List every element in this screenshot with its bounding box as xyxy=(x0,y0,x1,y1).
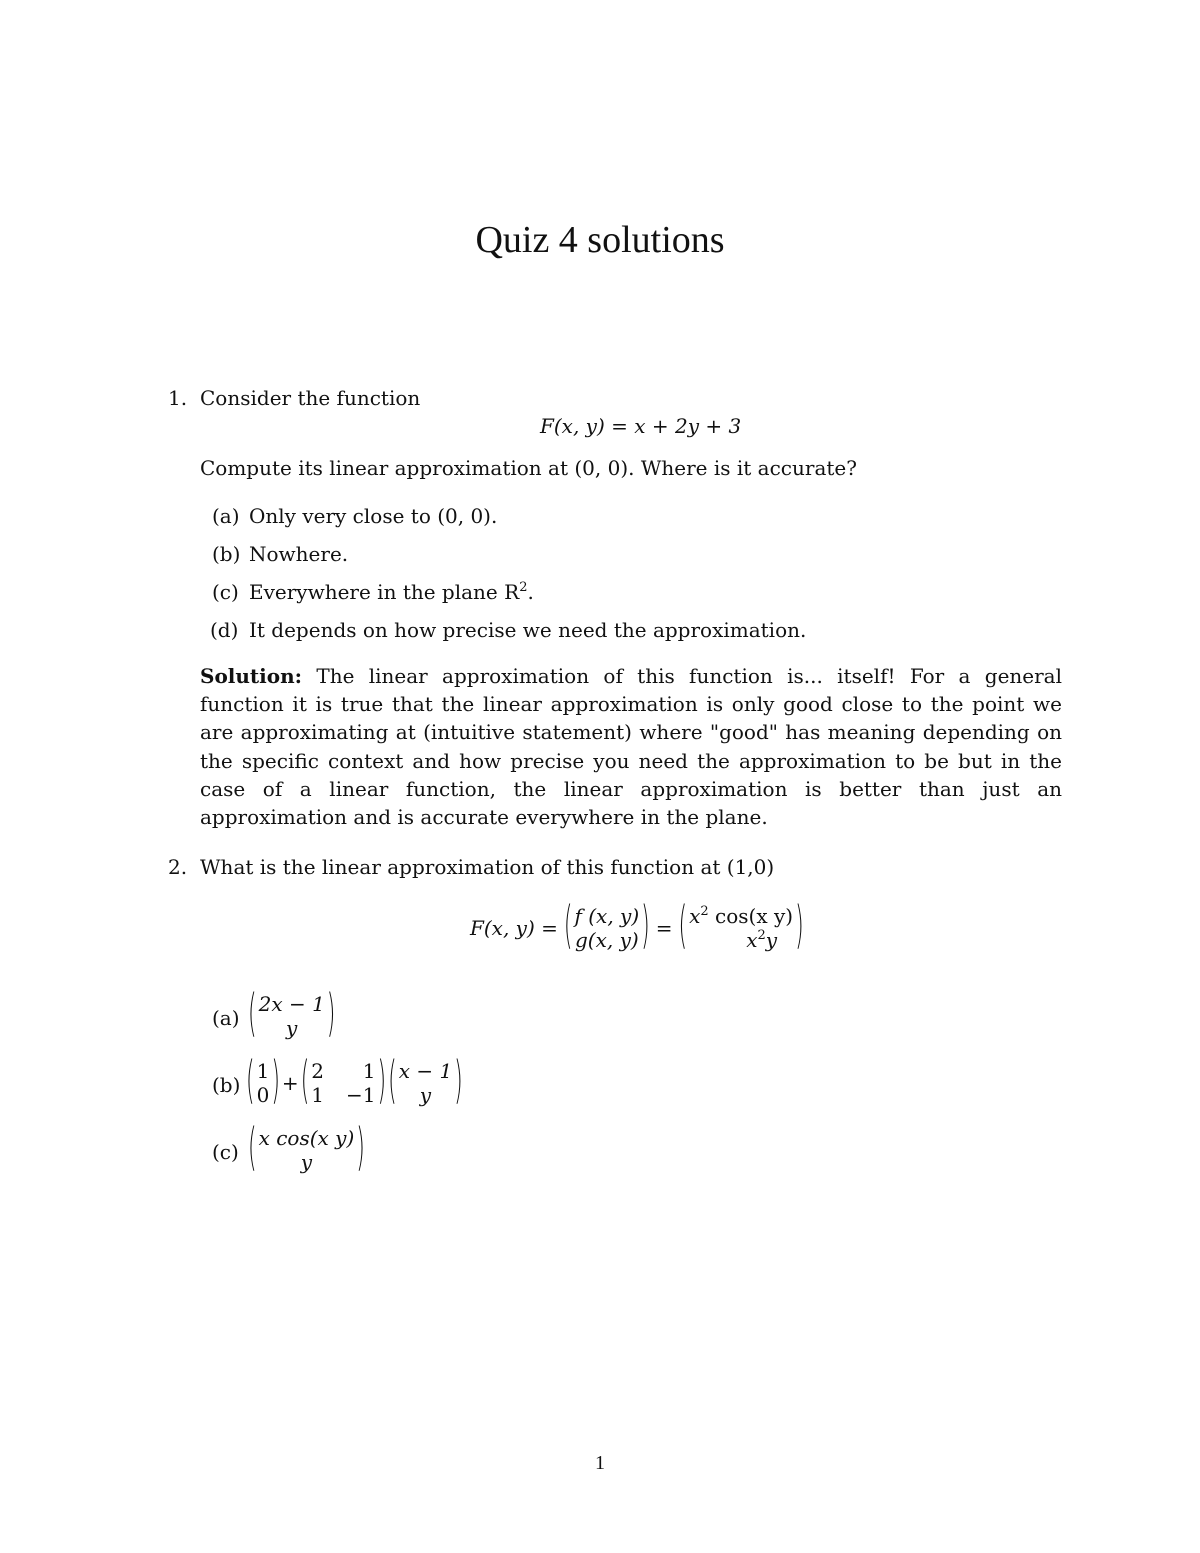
q1-option-d-text: It depends on how precise we need the approximation. xyxy=(249,618,807,642)
q2-option-c-bottom: y xyxy=(300,1150,313,1174)
q2-option-c xyxy=(248,1120,365,1178)
right-paren: ) xyxy=(454,1053,463,1111)
q1-option-c-sup: 2 xyxy=(519,580,528,595)
page-number: 1 xyxy=(595,1452,605,1474)
q2-number: 2. xyxy=(168,855,188,879)
q2-option-a-bottom: y xyxy=(286,1016,298,1040)
q2-vector-fg-bottom: g(x, y) xyxy=(574,928,639,952)
q2-vector-explicit-bottom: $x^2y$ xyxy=(746,928,778,952)
left-paren: ( xyxy=(678,898,688,956)
right-paren: ) xyxy=(356,1120,365,1178)
q2-option-a-label: (a) xyxy=(212,1006,240,1030)
q2-equation-lhs: F(x, y) = xyxy=(470,916,558,940)
right-paren: ) xyxy=(271,1053,280,1111)
q2-vector-fg xyxy=(563,898,650,956)
q1-option-c-tail: . xyxy=(527,580,534,604)
q1-equation-lhs: F(x, y) xyxy=(540,414,605,438)
right-paren: ) xyxy=(326,986,336,1044)
q1-equation-rhs: x + 2y + 3 xyxy=(634,414,742,438)
left-paren: ( xyxy=(563,898,573,956)
right-paren: ) xyxy=(795,898,804,956)
q2-vector-explicit-top: $x^2$ cos(x y) xyxy=(689,904,794,928)
q2-prompt: What is the linear approximation of this function at (1,0) xyxy=(200,855,775,879)
left-paren: ( xyxy=(388,1053,397,1111)
q2-equation-eq: = xyxy=(655,916,673,940)
q1-equation-eq: = xyxy=(611,414,628,438)
q2-option-b-vector-a: ( 1 0 ) xyxy=(246,1053,280,1111)
q2-option-b-vector-b: ( x − 1 y ) xyxy=(388,1053,463,1111)
q2-option-b-plus: + xyxy=(281,1071,299,1095)
q2-vector-fg-top: f (x, y) xyxy=(574,904,640,928)
right-paren: ) xyxy=(377,1053,387,1111)
q1-option-d-label: (d) xyxy=(210,618,239,642)
q2-option-b xyxy=(246,1053,463,1111)
q1-option-c-label: (c) xyxy=(212,580,239,604)
q1-equation xyxy=(540,414,741,438)
q1-option-a-text: Only very close to (0, 0). xyxy=(249,504,498,528)
left-paren: ( xyxy=(248,986,257,1044)
q1-intro: Consider the function xyxy=(200,386,421,410)
q2-equation xyxy=(470,898,804,956)
right-paren: ) xyxy=(641,898,650,956)
page-title: Quiz 4 solutions xyxy=(475,219,725,261)
q2-option-c-label: (c) xyxy=(212,1140,239,1164)
q1-solution-label: Solution: xyxy=(200,664,303,688)
q1-solution-text: The linear approximation of this function is... itself! For a general function it is true that the linear approximation is only good close to the point we are approximating at (intuitive statement) where "good" has meaning depending on the specific context and how precise you need the approximation to be but in the case of a linear function, the linear approximation is better than just an approximation and is accurate everywhere in the plane. xyxy=(200,664,1062,830)
q2-option-b-label: (b) xyxy=(212,1073,241,1097)
left-paren: ( xyxy=(246,1053,255,1111)
q1-option-b-text: Nowhere. xyxy=(249,542,349,566)
left-paren: ( xyxy=(248,1120,257,1178)
q1-prompt: Compute its linear approximation at (0, 0). Where is it accurate? xyxy=(200,456,857,480)
q1-option-c xyxy=(249,578,534,606)
q1-option-c-text: Everywhere in the plane R xyxy=(249,580,520,604)
q2-option-a-top: 2x − 1 xyxy=(258,992,325,1016)
q1-option-b-label: (b) xyxy=(212,542,241,566)
q2-vector-explicit xyxy=(678,898,804,956)
q1-solution xyxy=(200,662,1062,831)
q2-option-b-matrix: ( 2 1 1 −1 ) xyxy=(300,1053,387,1111)
q2-option-c-top: x cos(x y) xyxy=(258,1126,355,1150)
q1-number: 1. xyxy=(168,386,188,410)
q1-option-a-label: (a) xyxy=(212,504,240,528)
q2-option-a xyxy=(248,986,336,1044)
left-paren: ( xyxy=(300,1053,310,1111)
